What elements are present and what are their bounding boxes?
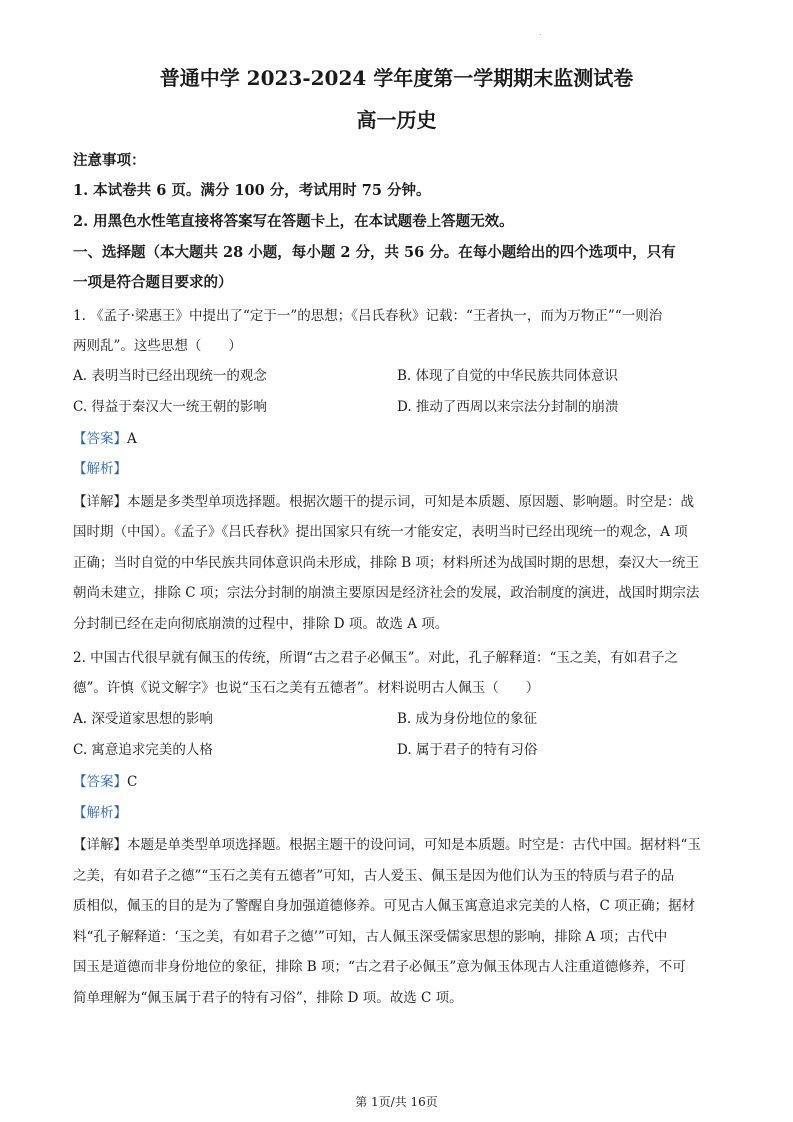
notice-item-2: 2. 用黑色水性笔直接将答案写在答题卡上，在本试题卷上答题无效。 [73,213,514,230]
q1-analysis-label: 【解析】 [73,461,127,477]
q2-answer [73,772,137,792]
q1-answer-value: A [127,431,137,447]
q1-stem-line-2: 两则乱”。这些思想（ ） [73,338,242,354]
header-mark: . [539,28,542,37]
q1-option-d: D. 推动了西周以来宗法分封制的崩溃 [397,399,619,415]
q1-detail-line-2: 国时期（中国）。《孟子》《吕氏春秋》提出国家只有统一才能安定，表明当时已经出现统一的观念，A 项 [73,524,688,540]
q2-detail-line-1: 【详解】本题是单类型单项选择题。根据主题干的设问词，可知是本质题。时空是：古代中国。据材料“玉 [73,837,701,853]
q2-detail-line-5: 国玉是道德而非身份地位的象征，排除 B 项；“古之君子必佩玉”意为佩玉体现古人注重道德修养，不可 [73,959,686,975]
q2-analysis-label: 【解析】 [73,805,127,821]
notice-heading: 注意事项： [73,152,146,169]
q1-option-b: B. 体现了自觉的中华民族共同体意识 [397,368,619,384]
notice-item-1: 1. 本试卷共 6 页。满分 100 分，考试用时 75 分钟。 [73,182,431,199]
section-heading-line-1: 一、选择题（本大题共 28 小题，每小题 2 分，共 56 分。在每小题给出的四个选项中，只有 [73,244,676,261]
q2-option-c: C. 寓意追求完美的人格 [73,742,213,758]
q1-option-c: C. 得益于秦汉大一统王朝的影响 [73,399,267,415]
q1-detail-line-5: 分封制已经在走向彻底崩溃的过程中，排除 D 项。故选 A 项。 [73,616,449,632]
q2-answer-label: 【答案】 [73,774,127,790]
q2-detail-line-6: 简单理解为“佩玉属于君子的特有习俗”，排除 D 项。故选 C 项。 [73,990,463,1006]
q1-detail-line-3: 正确；当时自觉的中华民族共同体意识尚未形成，排除 B 项；材料所述为战国时期的思想，秦汉大一统王 [73,555,700,571]
section-heading-line-2: 一项是符合题目要求的） [73,274,233,291]
q1-answer-label: 【答案】 [73,431,127,447]
q2-option-b: B. 成为身份地位的象征 [397,711,538,727]
q2-detail-line-3: 质相似，佩玉的目的是为了警醒自身加强道德修养。可见古人佩玉寓意追求完美的人格，C 项正确；据材 [73,898,696,914]
q2-option-d: D. 属于君子的特有习俗 [397,742,538,758]
q1-stem-line-1: 1. 《孟子·梁惠王》中提出了“定于一”的思想；《吕氏春秋》记载：“王者执一，而为万物正”“一则治 [73,308,663,324]
q1-detail-line-4: 朝尚未建立，排除 C 项；宗法分封制的崩溃主要原因是经济社会的发展，政治制度的演进，战国时期宗法 [73,585,700,601]
q2-option-a: A. 深受道家思想的影响 [73,711,213,727]
q2-detail-line-2: 之美，有如君子之德”“玉石之美有五德者”可知，古人爱玉、佩玉是因为他们认为玉的特质与君子的品 [73,868,675,884]
q2-stem-line-2: 德”。许慎《说文解字》也说“玉石之美有五德者”。材料说明古人佩玉（ ） [73,680,540,696]
q1-detail-line-1: 【详解】本题是多类型单项选择题。根据次题干的提示词，可知是本质题、原因题、影响题。时空是：战 [73,494,694,510]
q2-answer-value: C [127,774,138,790]
q1-answer [73,429,137,449]
exam-title: 普通中学 2023-2024 学年度第一学期期末监测试卷 [159,66,634,90]
q2-detail-line-4: 料“孔子解释道：‘玉之美，有如君子之德’”可知，古人佩玉深受儒家思想的影响，排除 A 项；古代中 [73,929,668,945]
q2-stem-line-1: 2. 中国古代很早就有佩玉的传统，所谓“古之君子必佩玉”。对此，孔子解释道：“玉之美，有如君子之 [73,650,678,666]
page-footer: 第 1页/共 16页 [355,1095,438,1109]
q1-option-a: A. 表明当时已经出现统一的观念 [73,368,267,384]
exam-subtitle: 高一历史 [356,108,437,132]
